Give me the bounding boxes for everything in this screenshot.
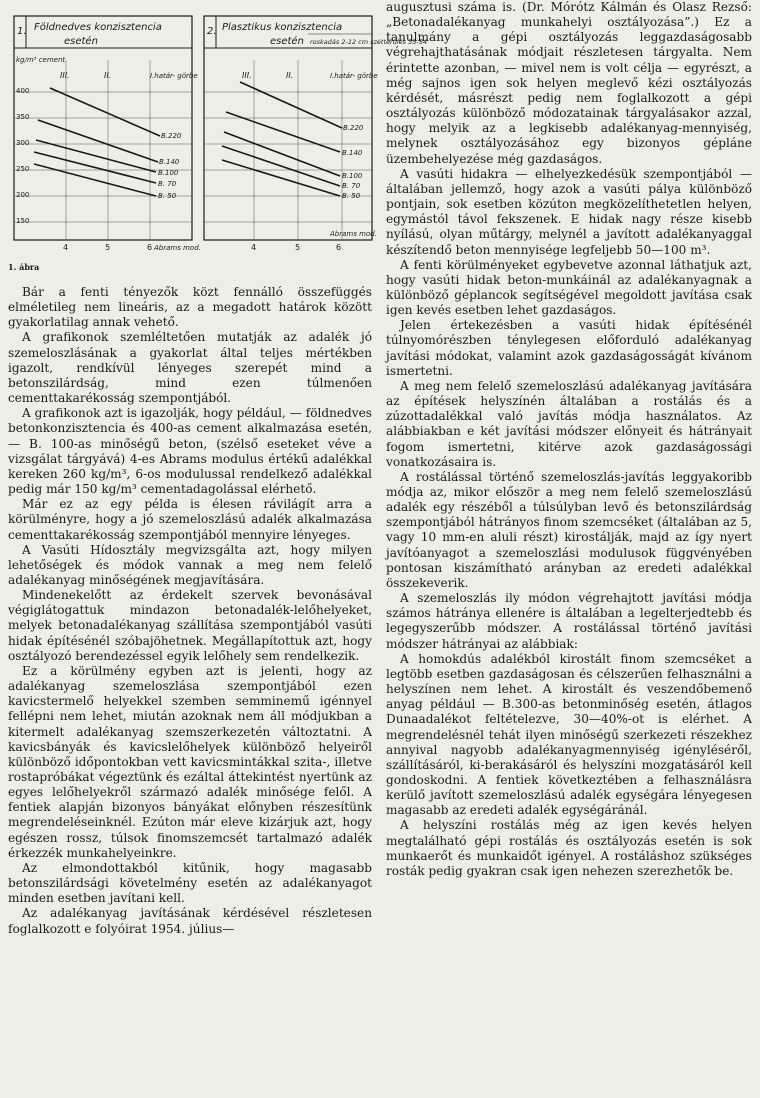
panel-1-series-label-b70: B. 70 [158, 180, 177, 188]
panel-1-ytick-200: 200 [16, 191, 30, 199]
right-paragraph: Jelen értekezésben a vasúti hidak építésénél túlnyomórészben ténylegesen előforduló adalékanyag javítási módokat, valamint azok gazdaságosságát kívánom ismertetni. [386, 318, 752, 378]
left-paragraph: Az adalékanyag javításának kérdésével részletesen foglalkozott e folyóirat 1954. július— [8, 906, 372, 936]
panel-2-curve-label-i: I.határ- görbe [330, 72, 378, 80]
panel-1-ylabel: kg/m³ cement [16, 56, 66, 64]
panel-1-title-line2: esetén [64, 36, 98, 47]
panel-1-number: 1. [17, 26, 27, 37]
panel-1-series-label-b100: B.100 [158, 169, 179, 177]
panel-1-ytick-300: 300 [16, 139, 30, 147]
left-paragraph: A grafikonok szemléltetően mutatják az adalék jó szemeloszlásának a gyakorlat által teljes mértékben igazolt, rendkívül lényeges szerepét mind a betonszilárdság, mind ezen túlmenően cementtakarékosság szempontjából. [8, 330, 372, 406]
panel-2-title-line1: Plasztikus konzisztencia [222, 22, 343, 33]
panel-2-xtick-6: 6 [336, 243, 342, 252]
panel-1-curve-label-iii: III. [60, 71, 70, 80]
panel-1-series-label-b220: B.220 [161, 132, 182, 140]
panel-1-curve-label-ii: II. [104, 71, 112, 80]
panel-1-title-line1: Földnedves konzisztencia [34, 22, 162, 33]
panel-2-title-line2: esetén [270, 36, 304, 47]
right-column [386, 0, 752, 879]
left-paragraph: Mindenekelőtt az érdekelt szervek bevonásával végiglátogattuk mindazon betonadalék-lelőhelyeket, melyek betonadalékanyag szállítása szempontjából vasúti hidak építésénél szóbajöhetnek. Megállapítottuk azt, hogy osztályozó berendezéssel egyik lelőhely sem rendelkezik. [8, 588, 372, 663]
panel-2-curve-label-ii: II. [286, 71, 294, 80]
panel-1-ytick-150: 150 [16, 217, 30, 225]
panel-2-number: 2. [207, 26, 217, 37]
panel-2-xtick-4: 4 [251, 243, 257, 252]
panel-2-series-label-b70: B. 70 [342, 182, 361, 190]
panel-1-ytick-250: 250 [16, 165, 30, 173]
right-paragraph: augusztusi száma is. (Dr. Mórótz Kálmán és Olasz Rezső: „Betonadalékanyag munkahelyi osztályozása”.) Ez a tanulmány a gépi osztályozás leggazdaságosabb végrehajthatásának módjait részletesen tárgyalta. Nem érintette azonban, — mivel nem is volt célja — egyrészt, a még sajnos igen sok helyen meglevő kézi osztályozás kérdését, másrészt pedig nem foglalkozott a gépi osztályozás különböző módozatainak tárgyalásakor azzal, hogy melyik az a legkisebb adalékanyag-mennyiség, melynek osztályozásához egy bizonyos gépláne üzembehelyezése még gazdaságos. [386, 0, 752, 166]
left-paragraph: Ez a körülmény egyben azt is jelenti, hogy az adalékanyag szemeloszlása szempontjából ezen kavicstermelő helyekkel szemben semminemű igénnyel fellépni nem lehet, miután azoknak nem áll módjukban a kitermelt adalékanyag szemszerkezetén változtatni. A kavicsbányák és kavicslelőhelyek különböző helyeiről különböző időpontokban vett kavicsmintákkal szita-, illetve rostapróbákat végeztünk és ezáltal áttekintést nyertünk az egyes lelőhelyekről származó adalék minősége felől. A fentiek alapján bizonyos bányákat előnyben részesítünk megrendeléseinknél. Ezúton már eleve kizárjuk azt, hogy egészen rossz, túlsok finomszemcsét tartalmazó adalék érkezzék munkahelyeinkre. [8, 663, 372, 860]
left-paragraph: Bár a fenti tényezők közt fennálló összefüggés elméletileg nem lineáris, az a megadott határok között gyakorlatilag annak vehető. [8, 285, 372, 330]
right-paragraph: A vasúti hidakra — elhelyezkedésük szempontjából — általában jellemző, hogy azok a vasúti pálya különböző pontjain, sok esetben közúton megközelíthetetlen helyen, egymástól távol fekszenek. E hidak nagy része kisebb nyílású, olyan műtárgy, melynél a javított adalékanyaggal készítendő beton mennyisége legfeljebb 50—100 m³. [386, 166, 752, 257]
panel-2-xtick-5: 5 [295, 243, 301, 252]
panel-1-xtick-6: 6 [147, 243, 153, 252]
panel-2-series-label-b100: B.100 [342, 172, 363, 180]
panel-2-series-label-b220: B.220 [343, 124, 364, 132]
figure-graphs [8, 0, 427, 262]
right-paragraph: A rostálással történő szemeloszlás-javítás leggyakoribb módja az, mikor először a meg nem felelő szemeloszlású adalék egy részéből a túlsúlyban levő és betonszilárdság szempontjából hátrányos finom szemcséket (általában az 5, vagy 10 mm-en aluli részt) kirostálják, majd az így nyert javítóanyagot a szemeloszlási modulusok függvényében pontosan kiszámítható arányban az eredeti adalékkal összekeverik. [386, 469, 752, 590]
left-column [8, 0, 427, 937]
panel-2-series-label-b140: B.140 [342, 149, 363, 157]
panel-2-xlabel: Abrams mod. [330, 230, 377, 238]
figure-caption: 1. ábra [8, 262, 40, 272]
panel-2-note: roskadás 2-12 cm széttérülés 35-54 [310, 38, 427, 46]
left-paragraph: A Vasúti Hídosztály megvizsgálta azt, hogy milyen lehetőségek és módok vannak a meg nem felelő adalékanyag minőségének megjavítására. [8, 542, 372, 587]
panel-1 [14, 16, 192, 240]
panel-1-ytick-400: 400 [16, 87, 30, 95]
panel-1-xtick-5: 5 [105, 243, 111, 252]
right-paragraph: A homokdús adalékból kirostált finom szemcséket a legtöbb esetben gazdaságosan és célszerűen felhasználni a helyszínen nem lehet. A kirostált és veszendőbemenő anyag például — B.300-as betonminőség esetén, átlagos Dunaadalékot feltételezve, 30—40%-ot is elérhet. A megrendelésnél tehát ilyen minőségű szerkezeti részekhez annyival nagyobb adalékanyagmennyiség igényléséről, szállításáról, ki-berakásáról és helyszíni mozgatásáról kell gondoskodni. A fentiek következtében a felhasználásra kerülő javított szemeloszlású adalék egységára lényegesen magasabb az eredeti adalék egységáránál. [386, 651, 752, 818]
panel-2-series-label-b50: B. 50 [342, 192, 361, 200]
left-paragraph: Már ez az egy példa is élesen rávilágít arra a körülményre, hogy a jó szemeloszlású adalék alkalmazása cementtakarékosság szempontjából mennyire lényeges. [8, 497, 372, 542]
figure-1 [8, 0, 427, 285]
panel-2-curve-label-iii: III. [242, 71, 252, 80]
right-paragraph: A helyszíni rostálás még az igen kevés helyen megtalálható gépi rostálás és osztályozás esetén is sok munkaerőt és munkaidőt igényel. A rostáláshoz szükséges rosták pedig gyakran csak igen nehezen szerezhetők be. [386, 818, 752, 878]
left-paragraph: Az elmondottakból kitűnik, hogy magasabb betonszilárdsági követelmény esetén az adalékanyagot minden esetben javítani kell. [8, 860, 372, 906]
right-paragraph: A meg nem felelő szemeloszlású adalékanyag javítására az építések helyszínén általában a rostálás és a zúzottadalékkal való javítás módja használatos. Az alábbiakban e két javítási módszer előnyeit és hátrányait fogom ismertetni, kitérve azok gazdaságossági vonatkozásaira is. [386, 378, 752, 469]
panel-1-ytick-350: 350 [16, 113, 30, 121]
panel-1-series-label-b140: B.140 [159, 158, 180, 166]
panel-1-xtick-4: 4 [63, 243, 69, 252]
right-paragraph: A fenti körülményeket egybevetve azonnal láthatjuk azt, hogy vasúti hidak beton-munkáinál az adalékanyagnak a különböző géplancok segítségével megoldott javítása csak igen kevés esetben lehet gazdaságos. [386, 257, 752, 318]
panel-1-curve-label-i: I.határ- görbe [150, 72, 198, 80]
panel-1-xlabel: Abrams mod. [154, 244, 201, 252]
right-paragraph: A szemeloszlás ily módon végrehajtott javítási módja számos hátránya ellenére is általában a legelterjedtebb és legegyszerűbb módszer. A rostálással történő javítási módszer hátrányai az alábbiak: [386, 591, 752, 651]
left-paragraph: A grafikonok azt is igazolják, hogy például, — földnedves betonkonzisztencia és 400-as cement alkalmazása esetén, — B. 100-as minőségű beton, (szélső eseteket véve a vizsgálat tárgyává) 4-es Abrams modulus értékű adalékkal kereken 260 kg/m³, 6-os modulussal rendelkező adalékkal pedig már 150 kg/m³ cementadagolással elérhető. [8, 406, 372, 497]
panel-1-series-label-b50: B. 50 [158, 192, 177, 200]
